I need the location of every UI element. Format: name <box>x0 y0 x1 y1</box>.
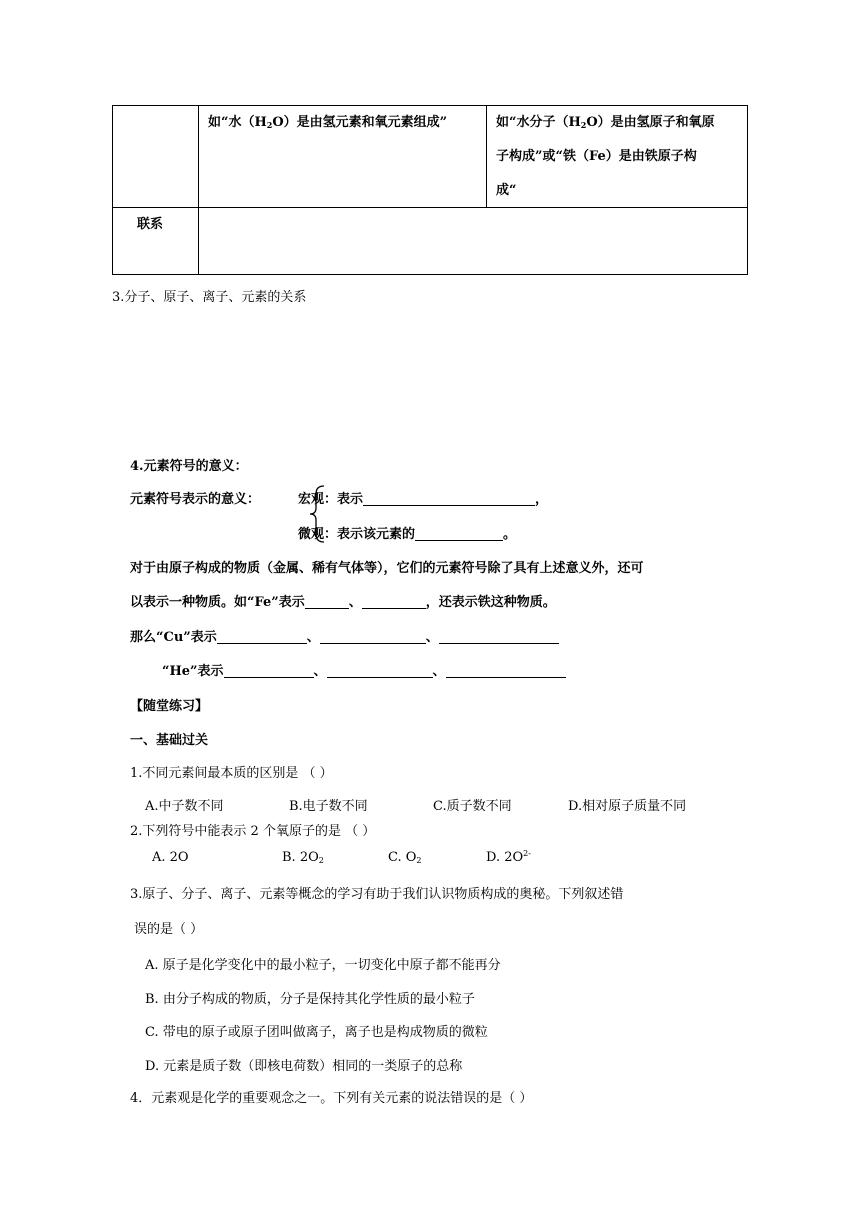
blank-fe-1[interactable] <box>305 594 349 609</box>
symbol-meaning-lead: 元素符号表示的意义： <box>130 492 261 507</box>
question-2-stem: 2.下列符号中能表示 2 个氧原子的是 （ ） <box>130 824 376 839</box>
question-1-option-c[interactable]: C.质子数不同 <box>433 799 512 814</box>
question-2-option-d[interactable]: D. $2O^{2-}$ <box>486 849 531 865</box>
blank-he-1[interactable] <box>224 663 314 678</box>
table-col-divider-2 <box>486 106 487 207</box>
blank-fe-2[interactable] <box>362 594 426 609</box>
question-2-option-c[interactable]: C. $O_2$ <box>388 850 422 865</box>
practice-header: 【随堂练习】 <box>130 699 209 714</box>
question-1-option-d[interactable]: D.相对原子质量不同 <box>568 799 687 814</box>
question-4-stem: 4．元素观是化学的重要观念之一。下列有关元素的说法错误的是（ ） <box>130 1091 533 1106</box>
cu-meaning-line: 那么“Cu”表示 、 、 <box>130 626 559 645</box>
section-4-title: 4.元素符号的意义： <box>130 459 248 474</box>
blank-micro[interactable] <box>415 526 503 541</box>
question-3-stem-line1: 3.原子、分子、离子、元素等概念的学习有助于我们认识物质构成的奥秘。下列叙述错 <box>130 887 624 902</box>
question-3-option-a[interactable]: A. 原子是化学变化中的最小粒子，一切变化中原子都不能再分 <box>145 958 501 973</box>
blank-cu-2[interactable] <box>320 629 426 644</box>
question-3-option-c[interactable]: C. 带电的原子或原子团叫做离子，离子也是构成物质的微粒 <box>145 1025 488 1040</box>
micro-meaning-line: 微观：表示该元素的 。 <box>298 527 517 542</box>
table-col-divider-1 <box>198 106 199 274</box>
atom-substance-paragraph-line2: 以表示一种物质。如“Fe”表示 、 ，还表示铁这种物质。 <box>130 595 556 610</box>
comparison-table <box>112 105 748 275</box>
question-3-option-b[interactable]: B. 由分子构成的物质，分子是保持其化学性质的最小粒子 <box>145 992 475 1007</box>
table-cell-element-example: 如“水$(H_2O)$是由氢元素和氧元素组成” <box>208 115 448 130</box>
question-1-option-a[interactable]: A.中子数不同 <box>145 799 224 814</box>
question-2-option-a[interactable]: A. 2O <box>152 850 189 865</box>
table-row-label-relation: 联系 <box>137 217 164 232</box>
table-cell-atom-example: 如“水分子$(H_2O)$是由氢原子和氧原 子构成”或“铁（Fe）是由铁原子构 成“ <box>496 115 715 198</box>
question-1-stem: 1.不同元素间最本质的区别是 （ ） <box>130 766 333 781</box>
blank-macro[interactable] <box>363 491 535 506</box>
macro-meaning-line: 宏观：表示 ， <box>298 492 549 507</box>
question-3-stem-line2: 误的是（ ） <box>134 922 204 937</box>
blank-he-2[interactable] <box>327 663 433 678</box>
question-1-option-b[interactable]: B.电子数不同 <box>289 799 368 814</box>
he-meaning-line: “He”表示 、 、 <box>162 660 566 679</box>
section-3-title: 3.分子、原子、离子、元素的关系 <box>112 290 307 305</box>
blank-cu-3[interactable] <box>439 629 559 644</box>
question-3-option-d[interactable]: D. 元素是质子数（即核电荷数）相同的一类原子的总称 <box>145 1059 463 1074</box>
atom-substance-paragraph-line1: 对于由原子构成的物质（金属、稀有气体等），它们的元素符号除了具有上述意义外，还可 <box>130 561 644 576</box>
blank-he-3[interactable] <box>446 663 566 678</box>
blank-cu-1[interactable] <box>217 629 307 644</box>
question-2-option-b[interactable]: B. $2O_2$ <box>282 850 324 865</box>
part-basic-title: 一、基础过关 <box>130 733 209 748</box>
